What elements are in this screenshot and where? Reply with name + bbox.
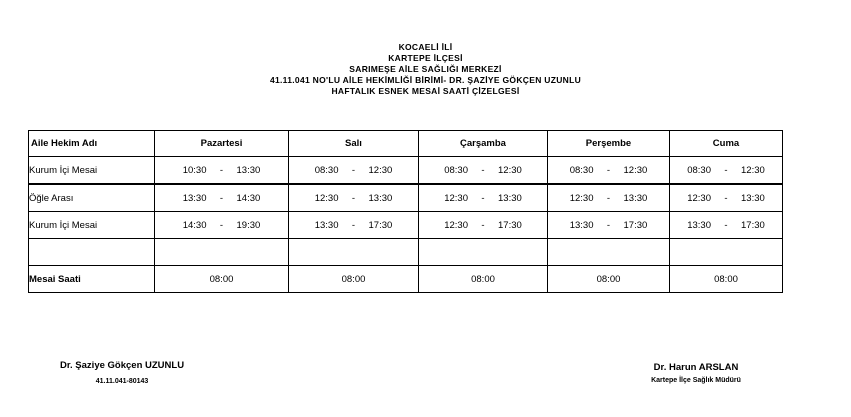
table-header-row <box>29 131 783 157</box>
header-health-center: SARIMEŞE AİLE SAĞLIĞI MERKEZİ <box>349 64 502 74</box>
column-header-thursday: Perşembe <box>548 131 670 157</box>
time-cell <box>670 184 783 212</box>
table-row <box>29 212 783 239</box>
start-time: 12:30 <box>569 192 594 204</box>
time-cell <box>419 157 548 185</box>
start-time: 12:30 <box>444 219 468 231</box>
end-time: 17:30 <box>498 219 522 231</box>
start-time: 13:30 <box>569 219 594 231</box>
time-separator: - <box>724 192 728 204</box>
signature-right-name: Dr. Harun ARSLAN <box>653 362 739 373</box>
start-time: 13:30 <box>314 219 339 231</box>
schedule-table <box>28 130 783 293</box>
time-cell <box>419 212 548 239</box>
time-separator: - <box>481 219 485 231</box>
time-cell <box>548 212 670 239</box>
total-hours-wednesday: 08:00 <box>419 266 548 293</box>
end-time: 17:30 <box>623 219 648 231</box>
header-schedule-title: HAFTALIK ESNEK MESAİ SAATİ ÇİZELGESİ <box>331 86 520 96</box>
time-separator: - <box>351 192 356 204</box>
header-district: KARTEPE İLÇESİ <box>388 53 463 63</box>
total-hours-thursday: 08:00 <box>548 266 670 293</box>
end-time: 17:30 <box>741 219 765 231</box>
start-time: 08:30 <box>444 164 468 176</box>
time-separator: - <box>606 192 611 204</box>
time-separator: - <box>351 219 356 231</box>
time-separator: - <box>219 219 224 231</box>
end-time: 12:30 <box>741 164 765 176</box>
total-hours-monday: 08:00 <box>155 266 289 293</box>
end-time: 12:30 <box>368 164 393 176</box>
start-time: 12:30 <box>687 192 711 204</box>
end-time: 12:30 <box>498 164 522 176</box>
end-time: 17:30 <box>368 219 393 231</box>
empty-row <box>29 239 783 266</box>
end-time: 14:30 <box>236 192 261 204</box>
time-separator: - <box>219 164 224 176</box>
end-time: 19:30 <box>236 219 261 231</box>
end-time: 13:30 <box>498 192 522 204</box>
total-label: Mesai Saati <box>29 266 155 293</box>
time-separator: - <box>219 192 224 204</box>
time-cell <box>155 157 289 185</box>
column-header-wednesday: Çarşamba <box>419 131 548 157</box>
time-cell <box>670 212 783 239</box>
total-hours-tuesday: 08:00 <box>289 266 419 293</box>
end-time: 13:30 <box>236 164 261 176</box>
signature-right-title: Kartepe İlçe Sağlık Müdürü <box>651 377 741 384</box>
start-time: 12:30 <box>444 192 468 204</box>
time-separator: - <box>724 164 728 176</box>
empty-cell <box>29 239 155 266</box>
header-province: KOCAELİ İLİ <box>398 42 453 52</box>
time-separator: - <box>606 219 611 231</box>
empty-cell <box>548 239 670 266</box>
signature-left-name: Dr. Şaziye Gökçen UZUNLU <box>60 360 185 371</box>
table-row <box>29 157 783 185</box>
time-separator: - <box>724 219 728 231</box>
row-label: Kurum İçi Mesai <box>29 157 155 185</box>
time-cell <box>289 212 419 239</box>
column-header-friday: Cuma <box>670 131 783 157</box>
end-time: 13:30 <box>368 192 393 204</box>
start-time: 13:30 <box>687 219 711 231</box>
time-cell <box>548 184 670 212</box>
empty-cell <box>155 239 289 266</box>
time-cell <box>670 157 783 185</box>
totals-row <box>29 266 783 293</box>
table-row <box>29 184 783 212</box>
column-header-tuesday: Salı <box>289 131 419 157</box>
start-time: 12:30 <box>314 192 339 204</box>
time-separator: - <box>606 164 611 176</box>
row-label: Öğle Arası <box>29 184 155 212</box>
start-time: 10:30 <box>182 164 207 176</box>
signature-left-code: 41.11.041-80143 <box>95 378 149 385</box>
header-unit: 41.11.041 NO'LU AİLE HEKİMLİĞİ BİRİMİ- DR. ŞAZİYE GÖKÇEN UZUNLU <box>269 75 582 85</box>
time-cell <box>155 212 289 239</box>
start-time: 08:30 <box>569 164 594 176</box>
time-cell <box>155 184 289 212</box>
time-cell <box>289 157 419 185</box>
signature-health-director <box>636 362 756 384</box>
end-time: 13:30 <box>741 192 765 204</box>
signature-family-doctor <box>60 360 184 385</box>
empty-cell <box>419 239 548 266</box>
time-separator: - <box>351 164 356 176</box>
time-separator: - <box>481 164 485 176</box>
start-time: 13:30 <box>182 192 207 204</box>
start-time: 14:30 <box>182 219 207 231</box>
start-time: 08:30 <box>687 164 711 176</box>
total-hours-friday: 08:00 <box>670 266 783 293</box>
time-cell <box>289 184 419 212</box>
time-cell <box>419 184 548 212</box>
empty-cell <box>289 239 419 266</box>
row-label: Kurum İçi Mesai <box>29 212 155 239</box>
time-separator: - <box>481 192 485 204</box>
end-time: 12:30 <box>623 164 648 176</box>
time-cell <box>548 157 670 185</box>
document-header <box>0 42 851 97</box>
empty-cell <box>670 239 783 266</box>
start-time: 08:30 <box>314 164 339 176</box>
end-time: 13:30 <box>623 192 648 204</box>
column-header-monday: Pazartesi <box>155 131 289 157</box>
column-header-doctor-name: Aile Hekim Adı <box>29 131 155 157</box>
